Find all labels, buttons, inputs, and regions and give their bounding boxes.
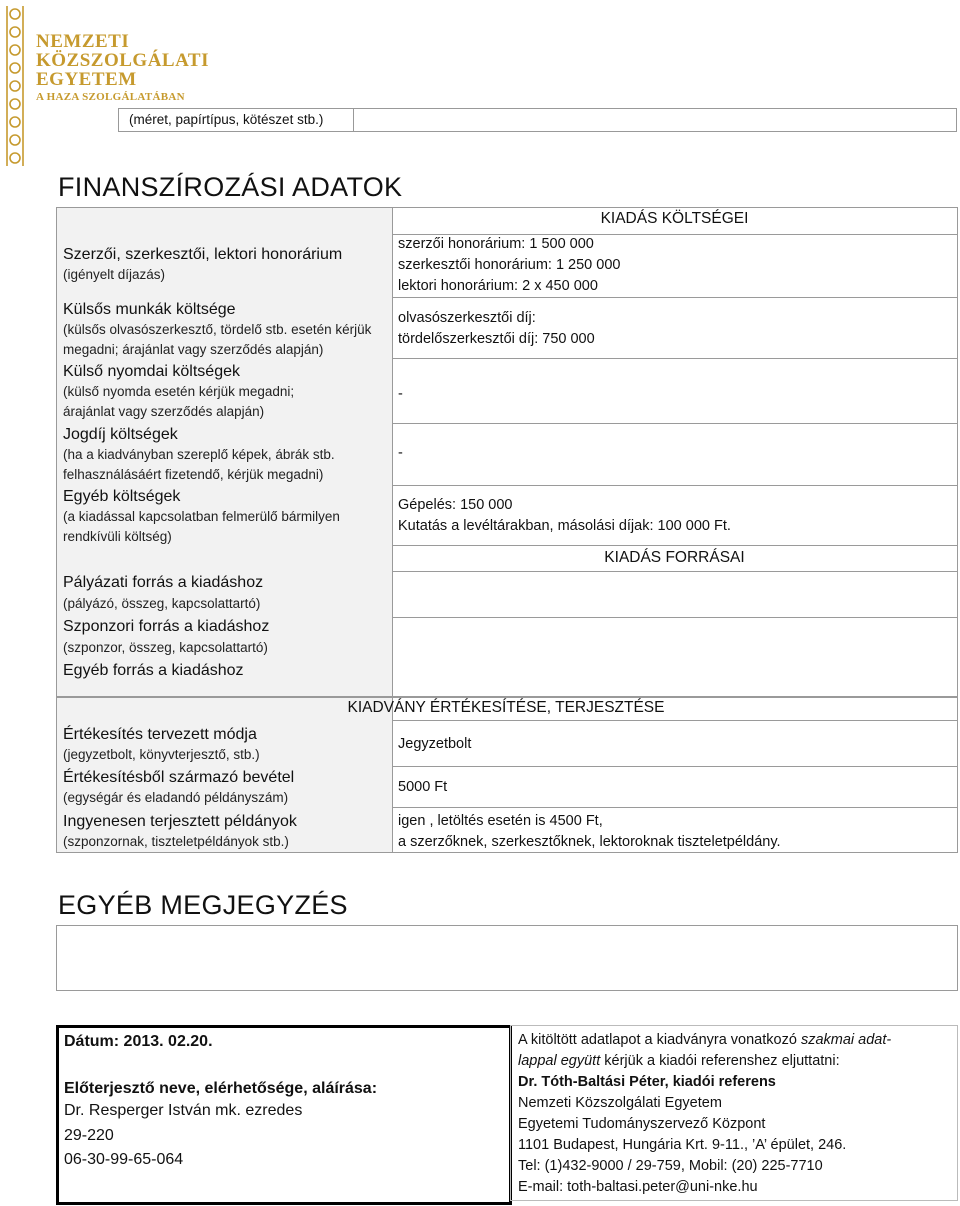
free-copies-label: Ingyenesen terjesztett példányok	[63, 813, 297, 830]
external-work-sub-1: (külsős olvasószerkesztő, tördelő stb. esetén kérjük	[63, 322, 372, 337]
logo-line-4: A HAZA SZOLGÁLATÁBAN	[36, 91, 185, 103]
grant-source-label: Pályázati forrás a kiadáshoz	[63, 574, 264, 591]
divider	[392, 423, 957, 424]
org-name-2: Egyetemi Tudományszervező Központ	[518, 1116, 766, 1132]
referent-name: Dr. Tóth-Baltási Péter, kiadói referens	[518, 1074, 776, 1090]
divider	[392, 545, 957, 546]
sales-income-sub: (egységár és eladandó példányszám)	[63, 790, 289, 805]
typing-cost-value: Gépelés: 150 000	[398, 497, 513, 513]
sales-income-value: 5000 Ft	[398, 779, 448, 795]
other-costs-label: Egyéb költségek	[63, 488, 181, 505]
other-costs-sub-2: rendkívüli költség)	[63, 529, 172, 544]
printing-sub-2: árajánlat vagy szerződés alapján)	[63, 404, 265, 419]
distribution-header: KIADVÁNY ÉRTÉKESÍTÉSE, TERJESZTÉSE	[347, 699, 665, 716]
divider	[392, 766, 957, 767]
honorarium-label: Szerzői, szerkesztői, lektori honorárium	[63, 246, 343, 263]
divider	[392, 617, 957, 618]
email[interactable]: E-mail: toth-baltasi.peter@uni-nke.hu	[518, 1179, 758, 1195]
sales-method-label: Értékesítés tervezett módja	[63, 726, 257, 743]
presenter-label: Előterjesztő neve, elérhetősége, aláírása:	[64, 1080, 378, 1097]
free-copies-sub: (szponzornak, tiszteletpéldányok stb.)	[63, 834, 289, 849]
free-copies-value-2: a szerzőknek, szerkesztőknek, lektoroknak tiszteletpéldány.	[398, 834, 781, 850]
reviewer-fee-value: lektori honorárium: 2 x 450 000	[398, 278, 598, 294]
divider	[392, 807, 957, 808]
date-text: Dátum: 2013. 02.20.	[64, 1033, 213, 1050]
typesetter-fee-value: tördelőszerkesztői díj: 750 000	[398, 331, 595, 347]
costs-header: KIADÁS KÖLTSÉGEI	[600, 210, 749, 227]
printing-label: Külső nyomdai költségek	[63, 363, 240, 380]
divider	[392, 297, 957, 298]
presenter-name: Dr. Resperger István mk. ezredes	[64, 1102, 303, 1119]
free-copies-value-1: igen , letöltés esetén is 4500 Ft,	[398, 813, 603, 829]
honorarium-sub: (igényelt díjazás)	[63, 267, 166, 282]
logo-line-3: EGYETEM	[36, 69, 137, 90]
research-cost-value: Kutatás a levéltárakban, másolási díjak: 100 000 Ft.	[398, 518, 731, 534]
logo-line-1: NEMZETI	[36, 31, 130, 52]
format-note-cell	[118, 108, 354, 132]
format-value-cell[interactable]	[352, 108, 957, 132]
divider	[392, 571, 957, 572]
university-logo	[36, 32, 209, 103]
notes-section-title: EGYÉB MEGJEGYZÉS	[58, 890, 348, 920]
telephone: Tel: (1)432-9000 / 29-759, Mobil: (20) 225-7710	[518, 1158, 823, 1174]
presenter-phone-2: 06-30-99-65-064	[64, 1151, 184, 1168]
sales-income-label: Értékesítésből származó bevétel	[63, 769, 295, 786]
author-fee-value: szerzői honorárium: 1 500 000	[398, 236, 594, 252]
sales-method-value: Jegyzetbolt	[398, 736, 472, 752]
finance-section-title: FINANSZÍROZÁSI ADATOK	[58, 172, 403, 202]
divider	[392, 485, 957, 486]
grant-source-sub: (pályázó, összeg, kapcsolattartó)	[63, 596, 261, 611]
royalty-value: -	[398, 445, 403, 461]
divider	[392, 358, 957, 359]
presenter-phone-1: 29-220	[64, 1127, 114, 1144]
instruction-line-2	[518, 1051, 840, 1072]
other-costs-sub-1: (a kiadással kapcsolatban felmerülő bármilyen	[63, 509, 340, 524]
sponsor-source-label: Szponzori forrás a kiadáshoz	[63, 618, 270, 635]
instruction-text-1: A kitöltött adatlapot a kiadványra vonatkozó	[518, 1032, 801, 1048]
external-work-label: Külsős munkák költsége	[63, 301, 236, 318]
sources-header: KIADÁS FORRÁSAI	[604, 549, 745, 566]
instruction-text-2: kérjük a kiadói referenshez eljuttatni:	[600, 1053, 840, 1069]
org-name-1: Nemzeti Közszolgálati Egyetem	[518, 1095, 722, 1111]
external-work-sub-2: megadni; árajánlat vagy szerződés alapján)	[63, 342, 324, 357]
instruction-italic-1: szakmai adat-	[800, 1032, 892, 1048]
sponsor-source-sub: (szponzor, összeg, kapcsolattartó)	[63, 640, 268, 655]
printing-value: -	[398, 386, 403, 402]
royalty-sub-2: felhasználásáért fizetendő, kérjük megadni)	[63, 467, 324, 482]
divider	[392, 720, 957, 721]
royalty-sub-1: (ha a kiadványban szereplő képek, ábrák stb.	[63, 447, 335, 462]
printing-sub-1: (külső nyomda esetén kérjük megadni;	[63, 384, 295, 399]
royalty-label: Jogdíj költségek	[63, 426, 178, 443]
notes-box[interactable]	[56, 925, 958, 991]
editor-fee-value: szerkesztői honorárium: 1 250 000	[398, 257, 621, 273]
logo-line-2: KÖZSZOLGÁLATI	[36, 50, 209, 71]
instruction-line-1	[518, 1030, 891, 1051]
university-emblem-icon	[4, 6, 26, 166]
address: 1101 Budapest, Hungária Krt. 9-11., ’A’ épület, 246.	[518, 1137, 847, 1153]
format-note-text: (méret, papírtípus, kötészet stb.)	[129, 112, 324, 127]
proofreader-fee-value: olvasószerkesztői díj:	[398, 310, 536, 326]
sales-method-sub: (jegyzetbolt, könyvterjesztő, stb.)	[63, 747, 260, 762]
other-source-label: Egyéb forrás a kiadáshoz	[63, 662, 244, 679]
instruction-italic-2: lappal együtt	[518, 1053, 601, 1069]
